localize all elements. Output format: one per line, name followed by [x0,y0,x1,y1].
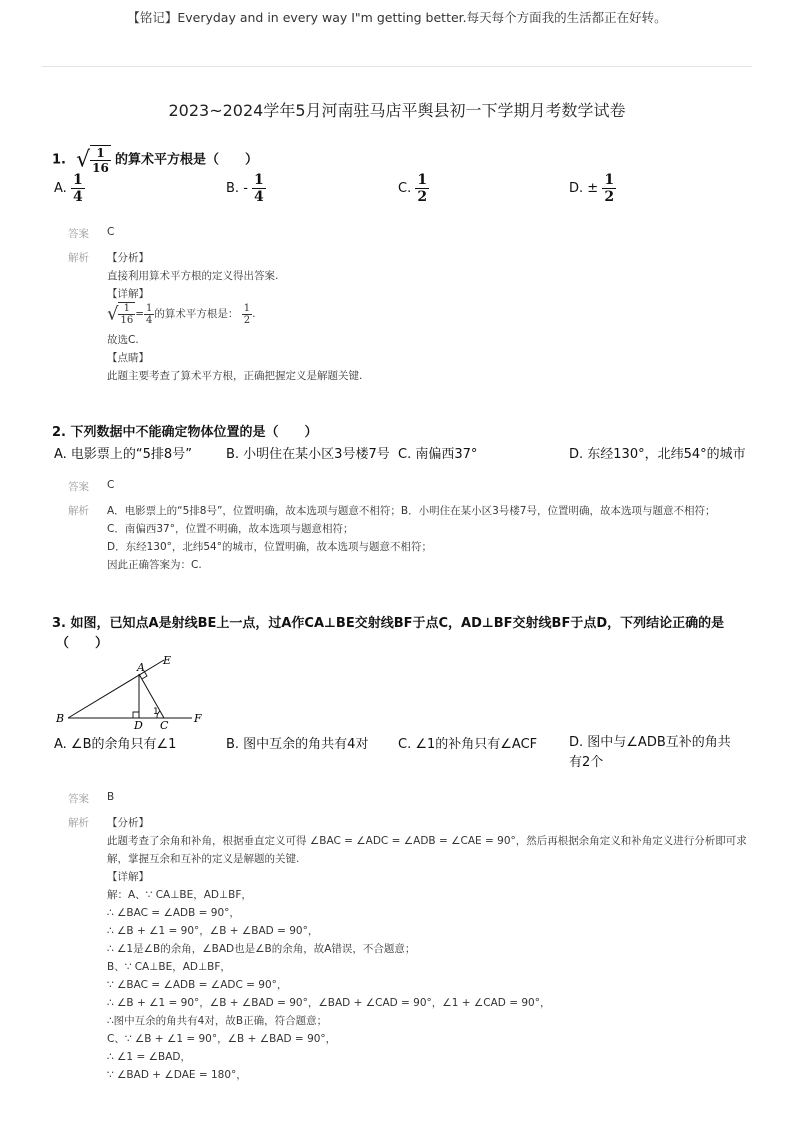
option-a[interactable]: A. ∠B的余角只有∠1 [54,737,177,752]
analysis-line: ∵ ∠BAD + ∠DAE = 180°， [107,1069,247,1081]
question-number: 2. [52,425,66,440]
option-c[interactable]: C. $\frac{1}{2}$ [398,172,428,205]
question-text: 如图，已知点A是射线BE上一点，过A作CA⊥BE交射线BF于点C，AD⊥BF交射线BF于点D，下列结论正确的是 [70,616,725,631]
analysis-line: 此题主要考查了算术平方根，正确把握定义是解题关键. [107,370,363,382]
option-a[interactable]: A. $\frac{1}{4}$ [54,172,83,205]
analysis-line: ∴ ∠B + ∠1 = 90°，∠B + ∠BAD = 90°，∠BAD + ∠CAD = 90°，∠1 + ∠CAD = 90°， [107,997,551,1009]
right-angle-mark-d [133,712,139,718]
analysis-line: C、∵ ∠B + ∠1 = 90°，∠B + ∠BAD = 90°， [107,1033,337,1045]
analysis-heading: 【分析】 [107,817,149,829]
analysis-line: ∴ ∠B + ∠1 = 90°，∠B + ∠BAD = 90°， [107,925,319,937]
analysis-heading: 【点睛】 [107,352,149,364]
label-c: C [160,719,169,730]
option-c[interactable]: C. ∠1的补角只有∠ACF [398,737,538,752]
analysis-line: √ $\frac{1}{16}$ = $\frac{1}{4}$ 的算术平方根是： $\frac{1}{2}$ . [107,302,256,326]
answer-label: 答案 [68,481,89,493]
header-motto: 【铭记】Everyday and in every way I"m getting better.每天每个方面我的生活都正在好转。 [127,10,667,25]
question-3-stem [52,612,724,631]
answer-label: 答案 [68,793,89,805]
option-c[interactable]: C. 南偏西37° [398,447,478,462]
analysis-line: 故选C. [107,334,139,346]
header-divider [42,66,752,67]
question-1-stem [52,145,258,175]
analysis-line: 因此正确答案为：C. [107,559,202,571]
geometry-figure [52,650,212,730]
option-b[interactable]: B. 小明住在某小区3号楼7号 [226,447,390,462]
question-3-stem-cont: （ ） [56,636,109,651]
analysis-line: 直接利用算术平方根的定义得出答案. [107,270,279,282]
question-number: 1. [52,152,66,168]
page-title: 2023~2024学年5月河南驻马店平舆县初一下学期月考数学试卷 [168,101,626,120]
question-text: 下列数据中不能确定物体位置的是（ ） [70,425,318,440]
label-e: E [163,654,172,667]
sqrt-expression [76,145,111,175]
label-b: B [56,712,65,725]
answer-value: C [107,479,115,491]
label-f: F [194,712,202,725]
analysis-line: ∴ ∠BAC = ∠ADB = 90°， [107,907,240,919]
analysis-label: 解析 [68,505,89,517]
label-d: D [134,719,143,730]
label-a: A [137,661,145,674]
answer-value: B [107,791,115,803]
radical-sign: √ [107,303,119,325]
analysis-line: C．南偏西37°，位置不明确，故本选项与题意相符； [107,523,354,535]
question-2-stem [52,421,318,440]
label-angle-1: 1 [153,707,159,717]
analysis-line: A．电影票上的“5排8号”，位置明确，故本选项与题意不相符；B．小明住在某小区3号楼7号，位置明确，故本选项与题意不相符； [107,505,716,517]
option-d[interactable]: D. 图中与∠ADB互补的角共有2个 [569,735,731,770]
answer-label: 答案 [68,228,89,240]
segment-ac [139,674,164,718]
analysis-line: ∴图中互余的角共有4对，故B正确，符合题意； [107,1015,328,1027]
option-b[interactable]: B. 图中互余的角共有4对 [226,737,369,752]
analysis-line: ∴ ∠1 = ∠BAD， [107,1051,191,1063]
answer-value: C [107,226,115,238]
analysis-heading: 【详解】 [107,871,149,883]
analysis-line: ∵ ∠BAC = ∠ADB = ∠ADC = 90°， [107,979,288,991]
question-text: 的算术平方根是（ ） [115,152,259,168]
analysis-line: 解，掌握互余和互补的定义是解题的关键. [107,853,300,865]
analysis-heading: 【分析】 [107,252,149,264]
analysis-line: 解：A、∵ CA⊥BE，AD⊥BF， [107,889,252,901]
option-a[interactable]: A. 电影票上的“5排8号” [54,447,192,462]
radical-sign: √ [76,147,91,173]
analysis-line: ∴ ∠1是∠B的余角，∠BAD也是∠B的余角，故A错误，不合题意； [107,943,416,955]
question-number: 3. [52,616,66,631]
fraction: $\frac{1}{16}$ [92,146,109,175]
option-b[interactable]: B. - $\frac{1}{4}$ [226,172,264,205]
option-d[interactable]: D. 东经130°，北纬54°的城市 [569,447,746,462]
analysis-heading: 【详解】 [107,288,149,300]
analysis-line: 此题考查了余角和补角，根据垂直定义可得 ∠BAC = ∠ADC = ∠ADB = ∠CAE = 90°，然后再根据余角定义和补角定义进行分析即可求 [107,835,747,847]
option-d[interactable]: D. ± $\frac{1}{2}$ [569,172,615,205]
ray-be [68,660,164,718]
analysis-line: B、∵ CA⊥BE，AD⊥BF， [107,961,231,973]
analysis-label: 解析 [68,252,89,264]
analysis-label: 解析 [68,817,89,829]
analysis-line: D．东经130°，北纬54°的城市，位置明确，故本选项与题意不相符； [107,541,432,553]
